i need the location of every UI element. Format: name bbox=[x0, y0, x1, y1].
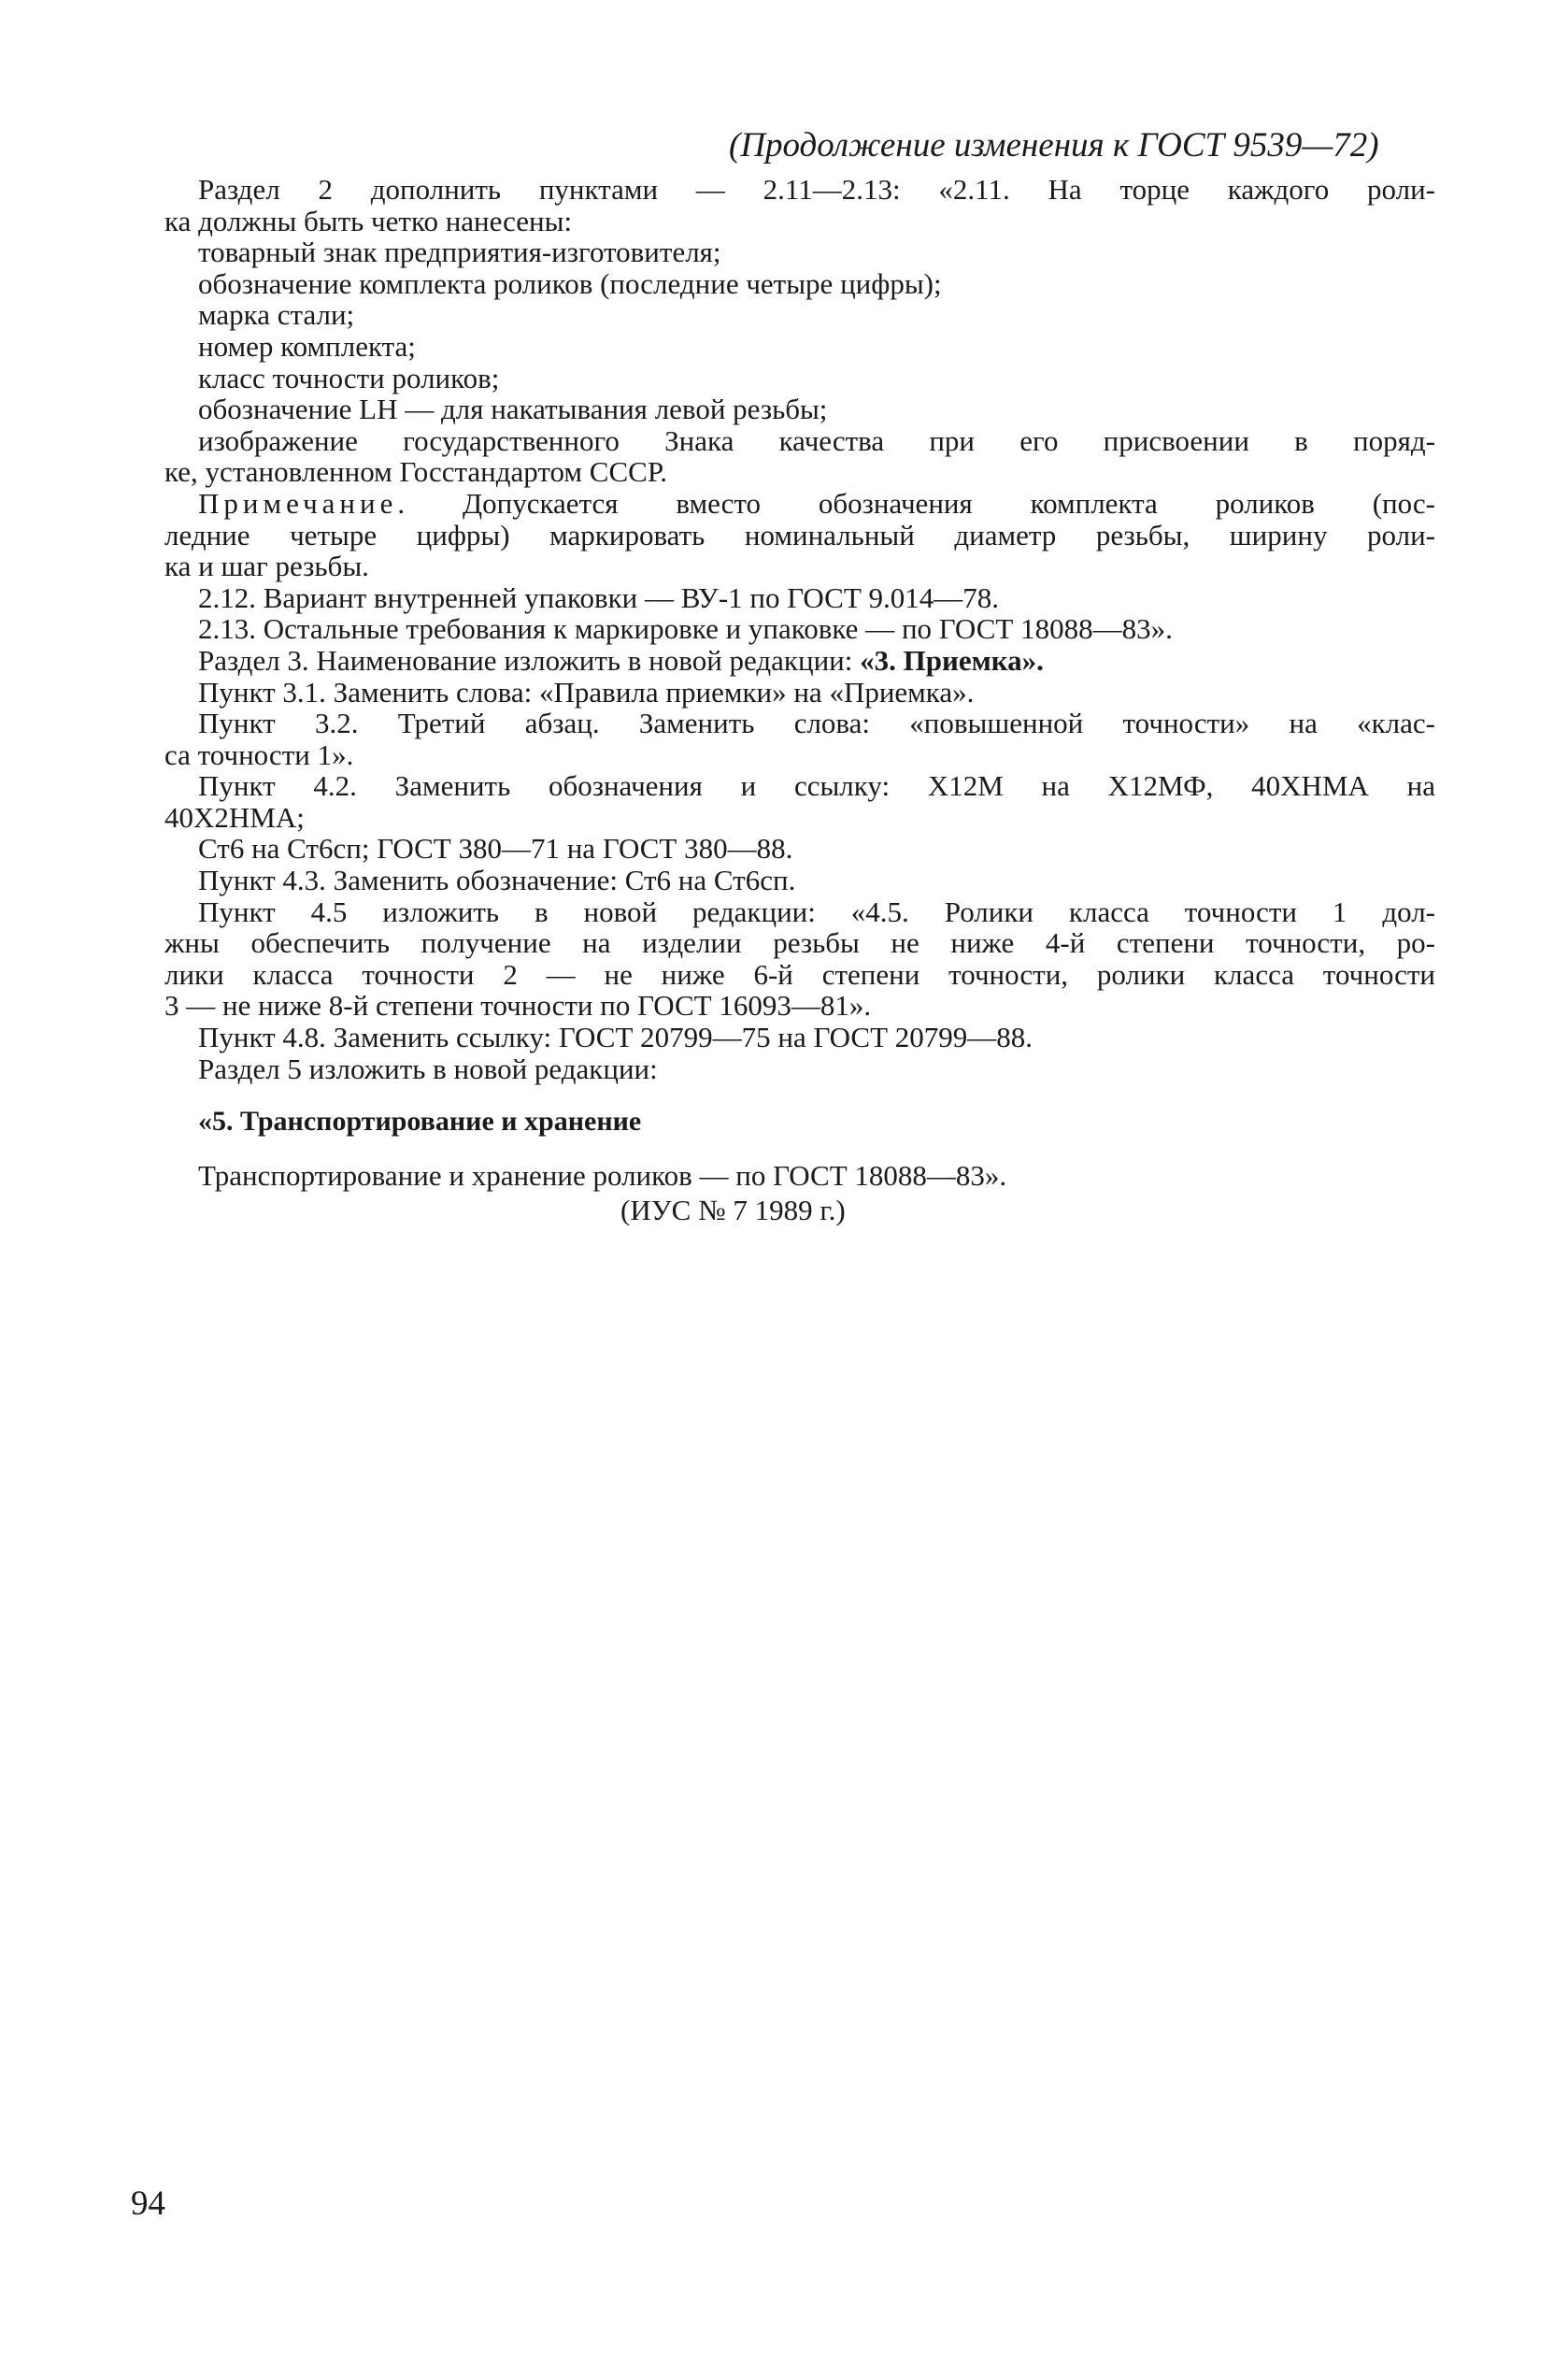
section-3-text: Раздел 3. Наименование изложить в новой редакции: bbox=[198, 643, 861, 677]
list-item: изображение государственного Знака качества при его присвоении в поряд- bbox=[198, 423, 1435, 457]
text-line: Пункт 4.3. Заменить обозначение: Ст6 на Ст6сп. bbox=[198, 864, 796, 897]
text-line: жны обеспечить получение на изделии резьбы не ниже 4-й степени точности, ро- bbox=[164, 926, 1435, 960]
ius-reference: (ИУС № 7 1989 г.) bbox=[620, 1194, 846, 1227]
text-line: Пункт 4.5 изложить в новой редакции: «4.5. Ролики класса точности 1 дол- bbox=[198, 895, 1435, 928]
text-line: Пункт 4.2. Заменить обозначения и ссылку: Х12М на Х12МФ, 40ХНМА на bbox=[198, 769, 1435, 803]
text-line: 3 — не ниже 8-й степени точности по ГОСТ 16093—81». bbox=[164, 989, 872, 1023]
note-label: Примечание bbox=[198, 486, 398, 520]
text-line bbox=[164, 645, 1435, 677]
text-line: са точности 1». bbox=[164, 738, 354, 771]
document-body bbox=[164, 174, 1435, 1228]
text-line: ка должны быть четко нанесены: bbox=[164, 204, 573, 237]
list-item: марка стали; bbox=[198, 298, 355, 332]
list-item: номер комплекта; bbox=[198, 329, 416, 363]
spacer bbox=[164, 1084, 1435, 1105]
text-line: Пункт 3.1. Заменить слова: «Правила приемки» на «Приемка». bbox=[198, 675, 975, 709]
text-line: 2.12. Вариант внутренней упаковки — ВУ-1 по ГОСТ 9.014—78. bbox=[198, 580, 1000, 614]
section-3-title: «3. Приемка». bbox=[860, 643, 1044, 677]
text-line: Раздел 5 изложить в новой редакции: bbox=[198, 1052, 658, 1085]
text-line: лики класса точности 2 — не ниже 6-й степени точности, ролики класса точности bbox=[164, 957, 1435, 991]
list-item: товарный знак предприятия-изготовителя; bbox=[198, 236, 721, 269]
text-line: ка и шаг резьбы. bbox=[164, 550, 369, 583]
note-text: . Допускается вместо обозначения комплекта роликов (пос- bbox=[397, 486, 1435, 520]
closing-line: Транспортирование и хранение роликов — по ГОСТ 18088—83». bbox=[198, 1159, 1007, 1193]
list-item: обозначение комплекта роликов (последние четыре цифры); bbox=[198, 266, 942, 300]
text-line: Раздел 2 дополнить пунктами — 2.11—2.13: «2.11. На торце каждого роли- bbox=[198, 173, 1435, 206]
text-line: Пункт 4.8. Заменить ссылку: ГОСТ 20799—75 на ГОСТ 20799—88. bbox=[198, 1021, 1033, 1054]
text-line: 2.13. Остальные требования к маркировке и упаковке — по ГОСТ 18088—83». bbox=[198, 612, 1173, 646]
section-heading: «5. Транспортирование и хранение bbox=[198, 1106, 642, 1138]
page-number: 94 bbox=[131, 2184, 165, 2223]
text-line: Пункт 3.2. Третий абзац. Заменить слова: «повышенной точности» на «клас- bbox=[198, 707, 1435, 740]
list-item: обозначение LH — для накатывания левой резьбы; bbox=[198, 393, 828, 426]
text-line: 40Х2НМА; bbox=[164, 800, 305, 834]
text-line: ледние четыре цифры) маркировать номинальный диаметр резьбы, ширину роли- bbox=[164, 518, 1435, 551]
note-line bbox=[164, 488, 1435, 520]
running-header: (Продолжение изменения к ГОСТ 9539—72) bbox=[729, 126, 1379, 165]
spacer bbox=[164, 1139, 1435, 1159]
list-item: класс точности роликов; bbox=[198, 361, 500, 394]
text-line: Ст6 на Ст6сп; ГОСТ 380—71 на ГОСТ 380—88. bbox=[198, 832, 793, 866]
text-line: ке, установленном Госстандартом СССР. bbox=[164, 455, 667, 489]
